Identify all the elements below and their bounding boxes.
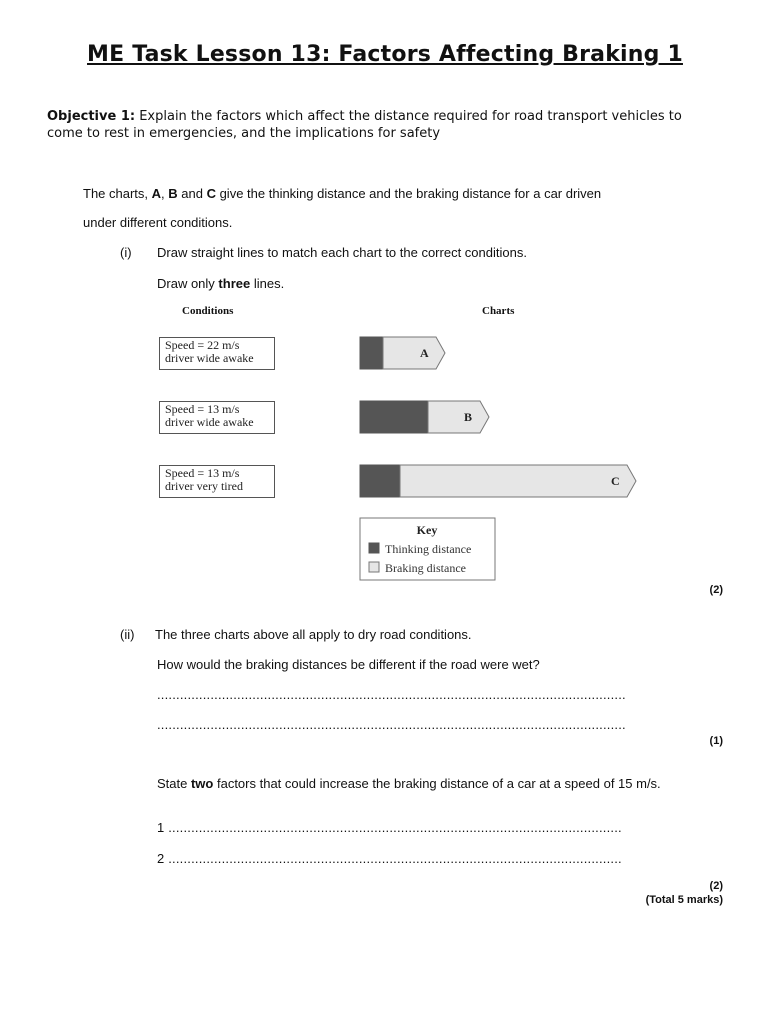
- part-ii-number: (ii): [120, 627, 135, 642]
- chart-a-label: A: [420, 346, 429, 360]
- total-marks: (Total 5 marks): [645, 894, 723, 906]
- draw-only-text: lines.: [250, 276, 285, 291]
- part-iii-question: [157, 776, 667, 792]
- question-emphasis: two: [190, 776, 214, 791]
- factor-answer-1[interactable]: 1 .......................................................................................................................: [157, 820, 622, 835]
- key-braking-label: Braking distance: [385, 561, 466, 575]
- condition-driver: driver wide awake: [165, 415, 254, 429]
- part-i-number: (i): [120, 245, 132, 260]
- chart-c-braking-arrow: [400, 465, 636, 497]
- question-text: State: [157, 776, 191, 791]
- part-i-marks: (2): [709, 584, 723, 596]
- intro-chart-a: A: [151, 186, 162, 201]
- condition-driver: driver wide awake: [165, 351, 254, 365]
- conditions-header: Conditions: [182, 305, 234, 317]
- part-ii-question: How would the braking distances be different if the road were wet?: [157, 657, 540, 672]
- intro-text: The charts,: [83, 186, 152, 201]
- intro-text: give the thinking distance and the braking distance for a car driven: [215, 186, 602, 201]
- chart-a-thinking-bar: [360, 337, 383, 369]
- chart-b-label: B: [464, 410, 473, 424]
- chart-b-thinking-bar: [360, 401, 428, 433]
- intro-line-2: under different conditions.: [83, 215, 233, 230]
- intro-text: ,: [161, 186, 169, 201]
- factor-answer-2[interactable]: 2 .......................................................................................................................: [157, 851, 622, 866]
- chart-c: [360, 465, 636, 497]
- chart-c-thinking-bar: [360, 465, 400, 497]
- key-thinking-swatch: [369, 543, 379, 553]
- chart-key: [360, 518, 495, 580]
- chart-b-braking-arrow: [428, 401, 489, 433]
- part-ii-statement: The three charts above all apply to dry road conditions.: [155, 627, 472, 642]
- draw-only-emphasis: three: [218, 276, 251, 291]
- key-braking-swatch: [369, 562, 379, 572]
- intro-chart-c: C: [206, 186, 216, 201]
- draw-only-text: Draw only: [157, 276, 219, 291]
- condition-speed: Speed = 13 m/s: [165, 402, 240, 416]
- objective-label: Objective 1:: [47, 109, 136, 124]
- condition-speed: Speed = 22 m/s: [165, 338, 240, 352]
- intro-chart-b: B: [168, 186, 178, 201]
- question-text: factors that could increase the braking distance of a car at a speed of 15 m/s.: [213, 776, 661, 791]
- part-iii-marks: (2): [709, 880, 723, 892]
- charts-header: Charts: [482, 305, 515, 317]
- condition-speed: Speed = 13 m/s: [165, 466, 240, 480]
- chart-b: [360, 401, 489, 433]
- objective-text: Explain the factors which affect the distance required for road transport vehicles to come to rest in emergencies, and the implications for safety: [47, 109, 682, 141]
- key-thinking-label: Thinking distance: [385, 542, 472, 556]
- part-i-instruction: Draw straight lines to match each chart to the correct conditions.: [157, 245, 527, 260]
- intro-text: and: [177, 186, 207, 201]
- page-title: ME Task Lesson 13: Factors Affecting Braking 1: [87, 42, 683, 67]
- part-ii-marks: (1): [709, 735, 723, 747]
- chart-a-braking-arrow: [383, 337, 445, 369]
- condition-driver: driver very tired: [165, 479, 243, 493]
- chart-a: [360, 337, 445, 369]
- answer-line-2[interactable]: ...........................................................................................................................: [157, 717, 626, 732]
- answer-line-1[interactable]: ...........................................................................................................................: [157, 687, 626, 702]
- chart-c-label: C: [611, 474, 620, 488]
- key-title: Key: [416, 523, 438, 537]
